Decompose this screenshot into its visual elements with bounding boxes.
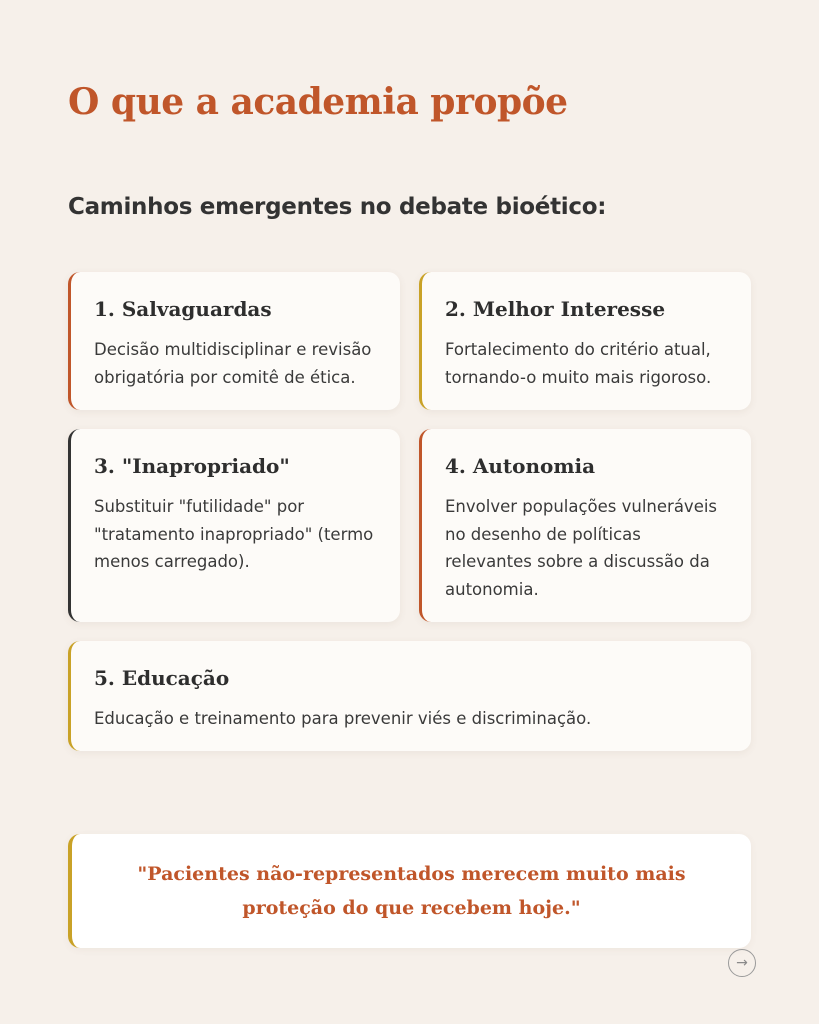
card-educacao xyxy=(68,641,751,751)
card-title: 4. Autonomia xyxy=(445,454,596,478)
page-title: O que a academia propõe xyxy=(68,81,568,123)
card-title: 1. Salvaguardas xyxy=(94,297,272,321)
card-text: Decisão multidisciplinar e revisão obrigatória por comitê de ética. xyxy=(94,340,372,387)
card-text: Fortalecimento do critério atual, tornando-o muito mais rigoroso. xyxy=(445,340,712,387)
quote-text: "Pacientes não-representados merecem muito mais proteção do que recebem hoje." xyxy=(137,863,686,919)
quote-box xyxy=(68,834,751,948)
card-autonomia xyxy=(419,429,751,622)
next-slide-button[interactable] xyxy=(728,949,756,977)
card-inapropriado xyxy=(68,429,400,622)
card-title: 3. "Inapropriado" xyxy=(94,454,290,478)
card-text: Envolver populações vulneráveis no desenho de políticas relevantes sobre a discussão da autonomia. xyxy=(445,497,718,599)
card-title: 5. Educação xyxy=(94,666,230,690)
card-melhor-interesse xyxy=(419,272,751,410)
card-text: Educação e treinamento para prevenir viés e discriminação. xyxy=(94,709,592,728)
arrow-right-icon: → xyxy=(736,955,748,971)
card-title: 2. Melhor Interesse xyxy=(445,297,666,321)
card-salvaguardas xyxy=(68,272,400,410)
page-subtitle: Caminhos emergentes no debate bioético: xyxy=(68,194,607,220)
card-text: Substituir "futilidade" por "tratamento inapropriado" (termo menos carregado). xyxy=(94,497,374,571)
